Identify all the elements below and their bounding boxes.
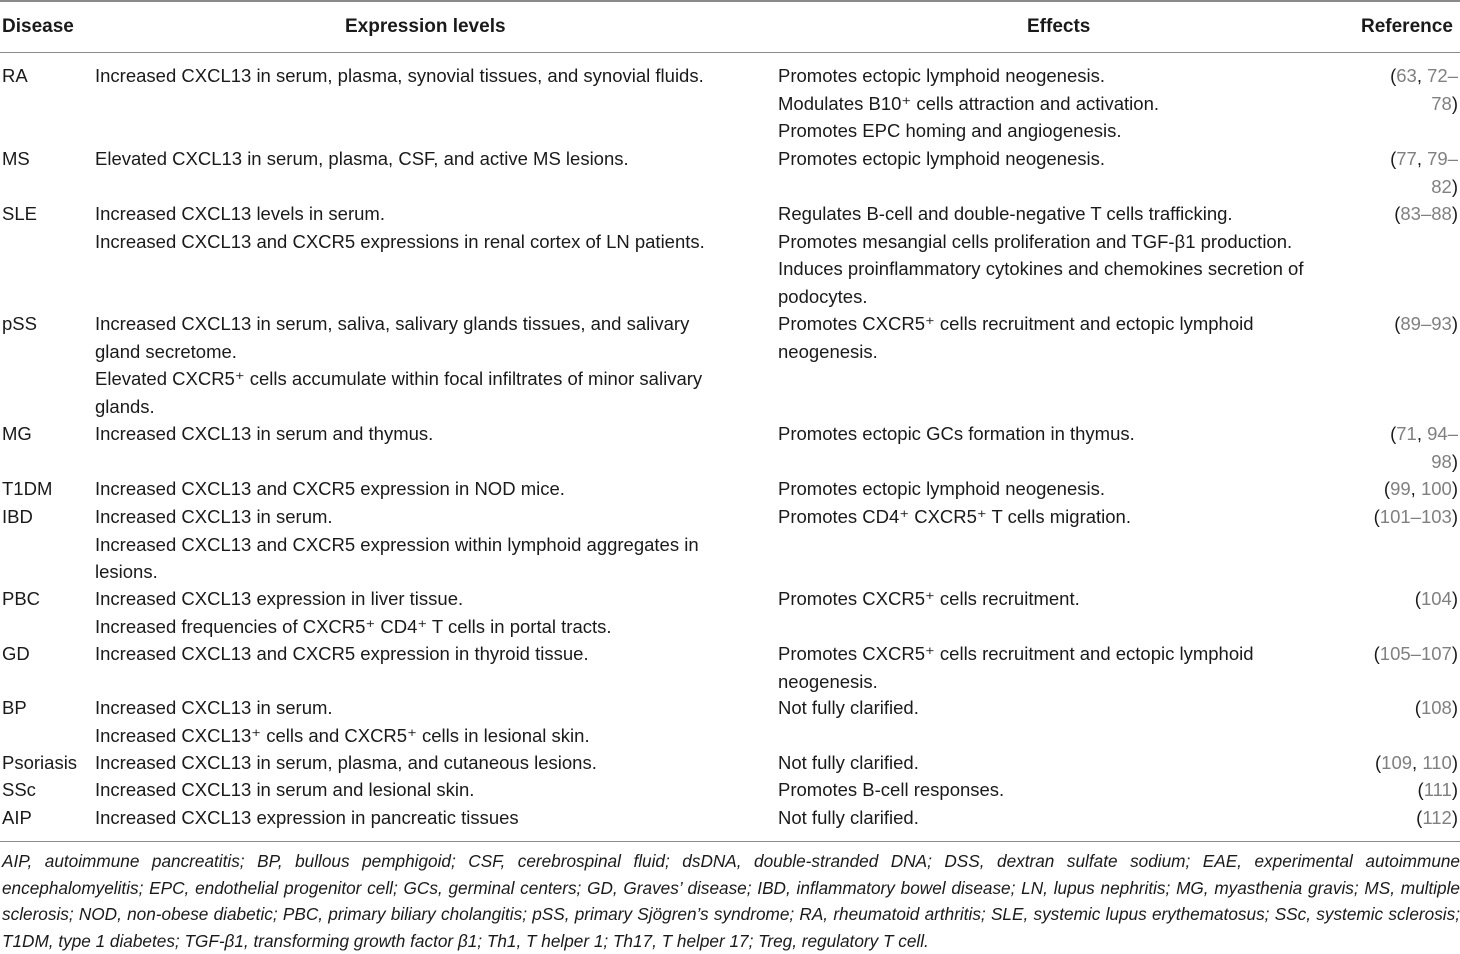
reference-punct: ) xyxy=(1451,807,1458,828)
effects-cell xyxy=(778,749,1348,777)
reference-link[interactable]: 79– xyxy=(1427,148,1458,169)
effects-cell xyxy=(778,200,1348,310)
effects-cell-line: Modulates B10⁺ cells attraction and activation. xyxy=(778,92,1160,114)
reference-link[interactable]: 101–103 xyxy=(1379,506,1452,527)
expression-cell-line: Increased CXCL13⁺ cells and CXCR5⁺ cells in lesional skin. xyxy=(95,724,590,746)
reference-link[interactable]: 71 xyxy=(1396,423,1417,444)
reference-cell xyxy=(1360,200,1458,228)
reference-link[interactable]: 105–107 xyxy=(1379,643,1452,664)
header-effects: Effects xyxy=(1027,16,1091,37)
reference-line xyxy=(1360,475,1458,503)
expression-cell xyxy=(95,62,755,90)
top-rule xyxy=(0,0,1460,2)
reference-punct: ) xyxy=(1451,313,1458,334)
reference-link[interactable]: 110 xyxy=(1422,752,1452,773)
reference-cell xyxy=(1360,503,1458,531)
header-reference: Reference xyxy=(1361,16,1453,37)
reference-punct: , xyxy=(1416,148,1428,169)
expression-cell xyxy=(95,776,755,804)
reference-punct: ) xyxy=(1451,450,1458,472)
footer-rule xyxy=(0,841,1460,842)
reference-punct: ( xyxy=(1373,506,1380,527)
reference-punct: ) xyxy=(1451,92,1458,114)
effects-cell-line: Promotes ectopic GCs formation in thymus. xyxy=(778,423,1135,444)
reference-cell xyxy=(1360,145,1458,200)
reference-link[interactable]: 94– xyxy=(1427,423,1458,444)
reference-punct: ( xyxy=(1394,203,1401,224)
header-rule xyxy=(0,52,1460,53)
reference-line xyxy=(1360,420,1458,448)
reference-line xyxy=(1360,585,1458,613)
reference-punct: ) xyxy=(1451,175,1458,197)
effects-cell xyxy=(778,804,1348,832)
reference-link[interactable]: 104 xyxy=(1420,588,1452,609)
expression-cell-line: Increased CXCL13 levels in serum. xyxy=(95,203,385,224)
expression-cell-line: Increased CXCL13 and CXCR5 expression in NOD mice. xyxy=(95,478,565,499)
disease-cell: AIP xyxy=(2,807,32,828)
expression-cell xyxy=(95,503,755,586)
reference-punct: ( xyxy=(1390,65,1397,86)
expression-cell-line: Increased CXCL13 expression in pancreatic tissues xyxy=(95,807,519,828)
disease-cell: GD xyxy=(2,643,30,664)
reference-link[interactable]: 83–88 xyxy=(1400,203,1452,224)
reference-link[interactable]: 111 xyxy=(1423,779,1452,800)
effects-cell-line: Promotes ectopic lymphoid neogenesis. xyxy=(778,478,1106,499)
effects-cell-line: Promotes EPC homing and angiogenesis. xyxy=(778,120,1122,141)
header-expression-levels: Expression levels xyxy=(345,16,506,37)
reference-cell xyxy=(1360,62,1458,117)
expression-cell-line: Increased CXCL13 in serum and lesional skin. xyxy=(95,779,475,800)
expression-cell xyxy=(95,585,755,640)
disease-cell: MG xyxy=(2,423,32,444)
expression-cell-line: gland secretome. xyxy=(95,340,237,362)
expression-cell xyxy=(95,145,755,173)
expression-cell xyxy=(95,694,755,749)
effects-cell-line: Regulates B-cell and double-negative T cells trafficking. xyxy=(778,203,1233,224)
effects-cell xyxy=(778,145,1348,173)
reference-line xyxy=(1360,448,1458,476)
reference-punct: ) xyxy=(1451,697,1458,718)
effects-cell-line: Promotes ectopic lymphoid neogenesis. xyxy=(778,65,1106,86)
reference-punct: ( xyxy=(1414,697,1421,718)
reference-link[interactable]: 109 xyxy=(1381,752,1413,773)
effects-cell xyxy=(778,420,1348,448)
reference-line xyxy=(1360,503,1458,531)
expression-cell-line: Increased CXCL13 in serum. xyxy=(95,697,333,718)
disease-cell: T1DM xyxy=(2,478,53,499)
reference-punct: ) xyxy=(1451,643,1458,664)
effects-cell-line: neogenesis. xyxy=(778,670,878,692)
effects-cell-line: Promotes mesangial cells proliferation and TGF-β1 production. xyxy=(778,230,1293,252)
expression-cell-line: Increased CXCL13 and CXCR5 expression within lymphoid aggregates in xyxy=(95,533,699,555)
effects-cell-line: Not fully clarified. xyxy=(778,697,919,718)
expression-cell-line: Increased CXCL13 expression in liver tissue. xyxy=(95,588,464,609)
effects-cell-line: Promotes ectopic lymphoid neogenesis. xyxy=(778,148,1106,169)
effects-cell-line: Promotes CXCR5⁺ cells recruitment and ectopic lymphoid xyxy=(778,643,1254,664)
reference-link[interactable]: 112 xyxy=(1422,807,1452,828)
effects-cell-line: neogenesis. xyxy=(778,340,878,362)
reference-link[interactable]: 78 xyxy=(1431,92,1452,114)
expression-cell-line: glands. xyxy=(95,395,155,417)
expression-cell xyxy=(95,804,755,832)
reference-line xyxy=(1360,804,1458,832)
reference-punct: ) xyxy=(1451,588,1458,609)
effects-cell xyxy=(778,585,1348,613)
disease-cell: MS xyxy=(2,148,30,169)
effects-cell-line: Not fully clarified. xyxy=(778,752,919,773)
reference-line xyxy=(1360,200,1458,228)
effects-cell-line: Promotes CXCR5⁺ cells recruitment and ectopic lymphoid xyxy=(778,313,1254,334)
reference-line xyxy=(1360,145,1458,173)
reference-punct: ( xyxy=(1390,423,1397,444)
reference-cell xyxy=(1360,776,1458,804)
reference-link[interactable]: 108 xyxy=(1420,697,1452,718)
effects-cell xyxy=(778,503,1348,531)
expression-cell-line: Increased CXCL13 in serum, saliva, salivary glands tissues, and salivary xyxy=(95,313,690,334)
reference-line xyxy=(1360,694,1458,722)
effects-cell-line: Promotes CD4⁺ CXCR5⁺ T cells migration. xyxy=(778,506,1131,527)
reference-cell xyxy=(1360,804,1458,832)
reference-line xyxy=(1360,749,1458,777)
expression-cell-line: lesions. xyxy=(95,561,158,582)
disease-cell: BP xyxy=(2,697,27,718)
reference-link[interactable]: 77 xyxy=(1396,148,1417,169)
reference-line xyxy=(1360,776,1458,804)
expression-cell xyxy=(95,749,755,777)
expression-cell-line: Increased frequencies of CXCR5⁺ CD4⁺ T cells in portal tracts. xyxy=(95,615,612,637)
expression-cell xyxy=(95,200,755,255)
effects-cell xyxy=(778,776,1348,804)
disease-cell: Psoriasis xyxy=(2,752,78,773)
reference-punct: ) xyxy=(1451,779,1458,800)
reference-line xyxy=(1360,90,1458,118)
effects-cell xyxy=(778,310,1348,365)
effects-cell-line: Not fully clarified. xyxy=(778,807,919,828)
disease-cell: SSc xyxy=(2,779,36,800)
expression-cell-line: Elevated CXCR5⁺ cells accumulate within focal infiltrates of minor salivary xyxy=(95,368,703,389)
reference-link[interactable]: 100 xyxy=(1420,478,1452,499)
expression-cell-line: Increased CXCL13 in serum. xyxy=(95,506,333,527)
reference-punct: ( xyxy=(1390,148,1397,169)
disease-cell: SLE xyxy=(2,203,37,224)
effects-cell-line: Promotes B-cell responses. xyxy=(778,779,1005,800)
reference-punct: ) xyxy=(1451,203,1458,224)
expression-cell xyxy=(95,420,755,448)
reference-punct: ( xyxy=(1416,807,1423,828)
reference-link[interactable]: 82 xyxy=(1431,175,1452,197)
effects-cell xyxy=(778,62,1348,145)
expression-cell xyxy=(95,640,755,668)
reference-punct: ( xyxy=(1373,643,1380,664)
effects-cell xyxy=(778,694,1348,722)
disease-cell: RA xyxy=(2,65,28,86)
expression-cell-line: Increased CXCL13 and CXCR5 expression in thyroid tissue. xyxy=(95,643,589,664)
header-disease: Disease xyxy=(2,16,74,37)
disease-cell: PBC xyxy=(2,588,41,609)
reference-cell xyxy=(1360,420,1458,475)
reference-cell xyxy=(1360,749,1458,777)
reference-punct: , xyxy=(1410,478,1421,499)
reference-link[interactable]: 98 xyxy=(1431,450,1452,472)
effects-cell-line: Promotes CXCR5⁺ cells recruitment. xyxy=(778,588,1080,609)
disease-cell: IBD xyxy=(2,506,33,527)
expression-cell xyxy=(95,475,755,503)
expression-cell xyxy=(95,310,755,420)
reference-punct: ( xyxy=(1383,478,1391,499)
reference-link[interactable]: 63 xyxy=(1396,65,1417,86)
effects-cell xyxy=(778,475,1348,503)
expression-cell-line: Increased CXCL13 in serum, plasma, synovial tissues, and synovial fluids. xyxy=(95,65,704,86)
expression-cell-line: Increased CXCL13 in serum and thymus. xyxy=(95,423,434,444)
expression-cell-line: Increased CXCL13 and CXCR5 expressions in renal cortex of LN patients. xyxy=(95,230,705,252)
reference-link[interactable]: 99 xyxy=(1390,478,1411,499)
reference-punct: ( xyxy=(1417,779,1424,800)
reference-punct: ( xyxy=(1394,313,1401,334)
reference-punct: ( xyxy=(1375,752,1382,773)
reference-cell xyxy=(1360,585,1458,613)
reference-punct: ( xyxy=(1414,588,1421,609)
reference-line xyxy=(1360,310,1458,338)
table-footnote: AIP, autoimmune pancreatitis; BP, bullous pemphigoid; CSF, cerebrospinal fluid; dsDNA, double-stranded DNA; DSS, dextran sulfate sodium; EAE, experimental autoimmune encephalomyelitis; EPC, endothelial progenitor cell; GCs, germinal centers; GD, Graves’ disease; IBD, inflammatory bowel disease; LN, lupus nephritis; MG, myasthenia gravis; MS, multiple sclerosis; NOD, non-obese diabetic; PBC, primary biliary cholangitis; pSS, primary Sjögren’s syndrome; RA, rheumatoid arthritis; SLE, systemic lupus erythematosus; SSc, systemic sclerosis; T1DM, type 1 diabetes; TGF-β1, transforming growth factor β1; Th1, T helper 1; Th17, T helper 17; Treg, regulatory T cell. xyxy=(2,851,1460,951)
effects-cell xyxy=(778,640,1348,695)
expression-cell-line: Increased CXCL13 in serum, plasma, and cutaneous lesions. xyxy=(95,752,597,773)
expression-cell-line: Elevated CXCL13 in serum, plasma, CSF, and active MS lesions. xyxy=(95,148,629,169)
effects-cell-line: podocytes. xyxy=(778,285,868,307)
reference-line xyxy=(1360,640,1458,668)
reference-punct: , xyxy=(1416,423,1428,444)
reference-link[interactable]: 72– xyxy=(1427,65,1458,86)
reference-line xyxy=(1360,62,1458,90)
reference-cell xyxy=(1360,694,1458,722)
reference-punct: ) xyxy=(1451,506,1458,527)
reference-punct: , xyxy=(1416,65,1428,86)
reference-punct: ) xyxy=(1451,478,1458,499)
reference-cell xyxy=(1360,475,1458,503)
reference-cell xyxy=(1360,640,1458,668)
reference-punct: ) xyxy=(1451,752,1458,773)
reference-cell xyxy=(1360,310,1458,338)
reference-link[interactable]: 89–93 xyxy=(1400,313,1452,334)
reference-punct: , xyxy=(1412,752,1423,773)
effects-cell-line: Induces proinflammatory cytokines and chemokines secretion of xyxy=(778,258,1304,279)
disease-cell: pSS xyxy=(2,313,37,334)
reference-line xyxy=(1360,173,1458,201)
